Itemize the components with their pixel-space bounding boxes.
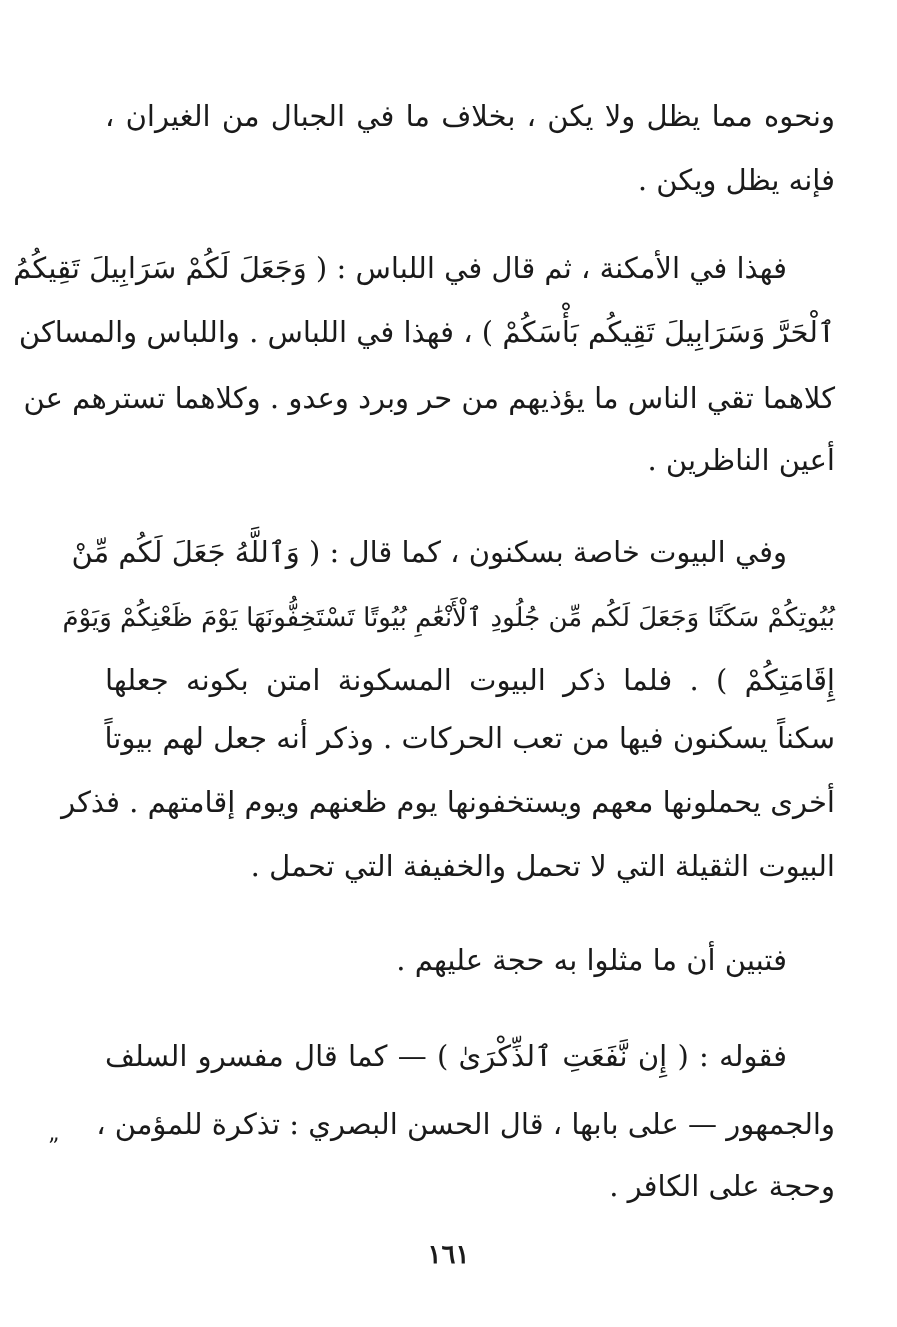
text-line: إِقَامَتِكُمْ ) . فلما ذكر البيوت المسكونة امتن بكونه جعلها xyxy=(105,663,835,697)
text-line: وحجة على الكافر . xyxy=(609,1169,835,1203)
text-line: سكناً يسكنون فيها من تعب الحركات . وذكر أنه جعل لهم بيوتاً xyxy=(104,721,835,755)
text-line: والجمهور — على بابها ، قال الحسن البصري : تذكرة للمؤمن ، xyxy=(96,1107,835,1141)
text-line: فتبين أن ما مثلوا به حجة عليهم . xyxy=(396,943,787,977)
quran-verse-line: بُيُوتِكُمْ سَكَنًا وَجَعَلَ لَكُم مِّن جُلُودِ ٱلْأَنْعَٰمِ بُيُوتًا تَسْتَخِفُّونَهَا يَوْمَ ظَعْنِكُمْ وَيَوْمَ xyxy=(62,603,835,633)
text-line: أعين الناظرين . xyxy=(647,443,835,477)
page-number: ١٦١ xyxy=(427,1240,470,1270)
text-line: كلاهما تقي الناس ما يؤذيهم من حر وبرد وعدو . وكلاهما تسترهم عن xyxy=(23,381,835,415)
text-line: ونحوه مما يظل ولا يكن ، بخلاف ما في الجبال من الغيران ، xyxy=(105,99,835,133)
text-line: ٱلْحَرَّ وَسَرَابِيلَ تَقِيكُم بَأْسَكُمْ ) ، فهذا في اللباس . واللباس والمساكن xyxy=(18,315,835,349)
closing-quote-mark: ” xyxy=(48,1135,60,1160)
text-line: فقوله : ( إِن نَّفَعَتِ ٱلذِّكْرَىٰ ) — كما قال مفسرو السلف xyxy=(105,1039,787,1073)
text-line: البيوت الثقيلة التي لا تحمل والخفيفة التي تحمل . xyxy=(250,849,835,883)
text-line: فهذا في الأمكنة ، ثم قال في اللباس : ( وَجَعَلَ لَكُمْ سَرَابِيلَ تَقِيكُمُ xyxy=(13,251,787,285)
text-line: وفي البيوت خاصة بسكنون ، كما قال : ( وَٱللَّهُ جَعَلَ لَكُم مِّنْ xyxy=(71,535,787,569)
text-line: أخرى يحملونها معهم ويستخفونها يوم ظعنهم ويوم إقامتهم . فذكر xyxy=(61,785,835,819)
text-line: فإنه يظل ويكن . xyxy=(637,163,835,197)
